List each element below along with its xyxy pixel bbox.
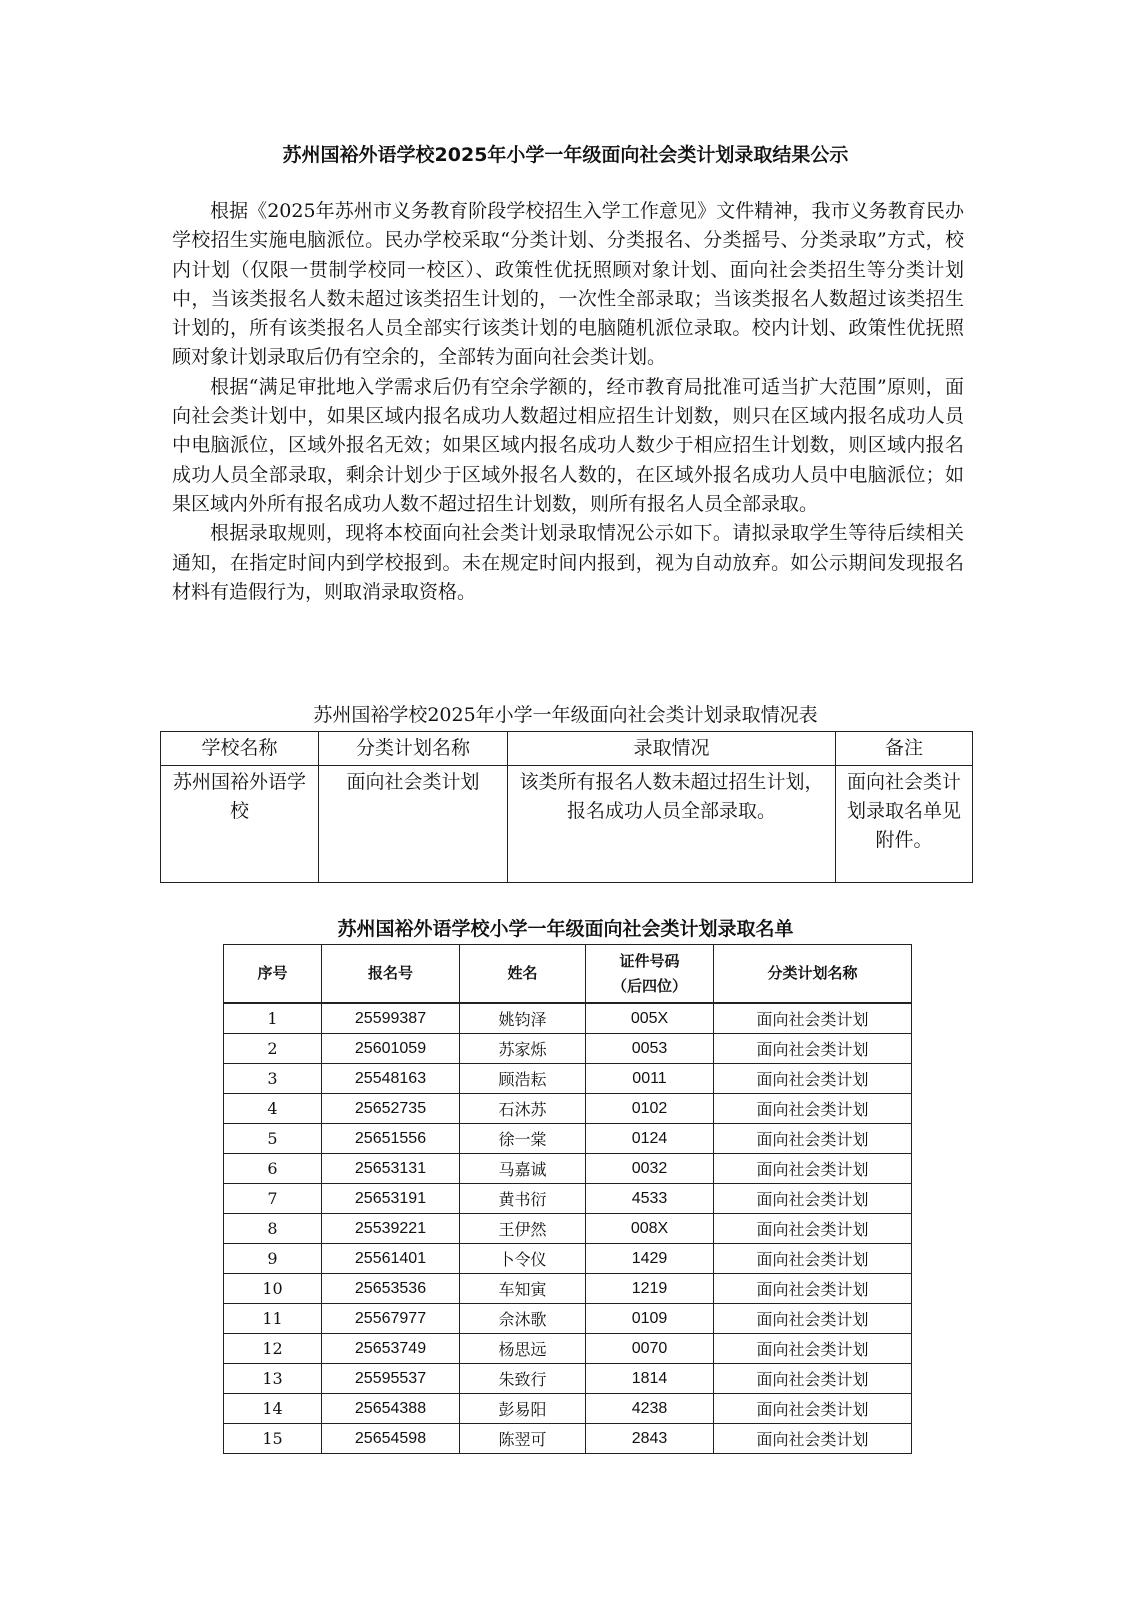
cell-index: 14 — [224, 1394, 322, 1424]
table-row — [224, 1124, 912, 1154]
table-row — [224, 1304, 912, 1334]
cell-registration-no: 25653191 — [322, 1184, 460, 1214]
cell-plan-category: 面向社会类计划 — [714, 1154, 912, 1184]
cell-registration-no: 25654388 — [322, 1394, 460, 1424]
cell-registration-no: 25601059 — [322, 1034, 460, 1064]
cell-student-name: 陈翌可 — [460, 1424, 586, 1454]
header-admission-status: 录取情况 — [508, 732, 836, 766]
cell-id-last-four: 0109 — [586, 1304, 714, 1334]
header-id-sublabel: （后四位） — [611, 976, 687, 995]
cell-plan-name: 面向社会类计划 — [319, 766, 508, 883]
table-row — [224, 1424, 912, 1454]
cell-index: 9 — [224, 1244, 322, 1274]
header-index: 序号 — [224, 945, 322, 1004]
table-row — [224, 1154, 912, 1184]
header-plan-category: 分类计划名称 — [714, 945, 912, 1004]
admission-list-body — [224, 1003, 912, 1454]
cell-student-name: 姚钧泽 — [460, 1003, 586, 1034]
cell-id-last-four: 1429 — [586, 1244, 714, 1274]
summary-table-row — [161, 766, 973, 883]
cell-school-name: 苏州国裕外语学校 — [161, 766, 319, 883]
paragraph-scope-rule: 根据“满足审批地入学需求后仍有空余学额的，经市教育局批准可适当扩大范围”原则，面向社会类计划中，如果区域内报名成功人数超过相应招生计划数，则只在区域内报名成功人员中电脑派位，区域外报名无效；如果区域内报名成功人数少于相应招生计划数，则区域内报名成功人员全部录取，剩余计划少于区域外报名人数的，在区域外报名成功人员中电脑派位；如果区域内外所有报名成功人数不超过招生计划数，则所有报名人员全部录取。 — [172, 375, 964, 515]
cell-registration-no: 25654598 — [322, 1424, 460, 1454]
cell-index: 3 — [224, 1064, 322, 1094]
table-row — [224, 1064, 912, 1094]
cell-id-last-four: 1219 — [586, 1274, 714, 1304]
cell-plan-category: 面向社会类计划 — [714, 1214, 912, 1244]
table-row — [224, 1214, 912, 1244]
cell-plan-category: 面向社会类计划 — [714, 1424, 912, 1454]
cell-remarks: 面向社会类计划录取名单见附件。 — [836, 766, 973, 883]
header-student-name: 姓名 — [460, 945, 586, 1004]
cell-index: 7 — [224, 1184, 322, 1214]
cell-index: 10 — [224, 1274, 322, 1304]
cell-registration-no: 25653131 — [322, 1154, 460, 1184]
cell-admission-status: 该类所有报名人数未超过招生计划，报名成功人员全部录取。 — [508, 766, 836, 883]
document-title: 苏州国裕外语学校2025年小学一年级面向社会类计划录取结果公示 — [282, 144, 849, 166]
cell-id-last-four: 0124 — [586, 1124, 714, 1154]
cell-student-name: 苏家烁 — [460, 1034, 586, 1064]
cell-student-name: 顾浩耘 — [460, 1064, 586, 1094]
cell-plan-category: 面向社会类计划 — [714, 1304, 912, 1334]
cell-registration-no: 25595537 — [322, 1364, 460, 1394]
summary-table — [160, 731, 973, 883]
cell-id-last-four: 0032 — [586, 1154, 714, 1184]
cell-id-last-four: 1814 — [586, 1364, 714, 1394]
cell-registration-no: 25651556 — [322, 1124, 460, 1154]
cell-registration-no: 25567977 — [322, 1304, 460, 1334]
header-id-last-four — [586, 945, 714, 1004]
table-row — [224, 1244, 912, 1274]
admission-list-header-row — [224, 945, 912, 1004]
cell-registration-no: 25653536 — [322, 1274, 460, 1304]
header-school-name: 学校名称 — [161, 732, 319, 766]
announcement-body — [172, 197, 964, 607]
table-row — [224, 1003, 912, 1034]
cell-student-name: 石沐苏 — [460, 1094, 586, 1124]
cell-plan-category: 面向社会类计划 — [714, 1064, 912, 1094]
cell-student-name: 杨思远 — [460, 1334, 586, 1364]
cell-student-name: 卜令仪 — [460, 1244, 586, 1274]
cell-id-last-four: 2843 — [586, 1424, 714, 1454]
cell-id-last-four: 0102 — [586, 1094, 714, 1124]
cell-index: 6 — [224, 1154, 322, 1184]
cell-plan-category: 面向社会类计划 — [714, 1274, 912, 1304]
table-row — [224, 1184, 912, 1214]
table-row — [224, 1364, 912, 1394]
table-row — [224, 1274, 912, 1304]
cell-plan-category: 面向社会类计划 — [714, 1394, 912, 1424]
cell-index: 8 — [224, 1214, 322, 1244]
table-row — [224, 1034, 912, 1064]
cell-student-name: 徐一棠 — [460, 1124, 586, 1154]
cell-plan-category: 面向社会类计划 — [714, 1184, 912, 1214]
summary-table-header-row — [161, 732, 973, 766]
cell-id-last-four: 0070 — [586, 1334, 714, 1364]
cell-registration-no: 25548163 — [322, 1064, 460, 1094]
table-row — [224, 1334, 912, 1364]
cell-plan-category: 面向社会类计划 — [714, 1244, 912, 1274]
cell-student-name: 黄书衍 — [460, 1184, 586, 1214]
cell-registration-no: 25652735 — [322, 1094, 460, 1124]
summary-table-caption: 苏州国裕学校2025年小学一年级面向社会类计划录取情况表 — [313, 704, 818, 726]
cell-student-name: 彭易阳 — [460, 1394, 586, 1424]
cell-index: 13 — [224, 1364, 322, 1394]
cell-plan-category: 面向社会类计划 — [714, 1364, 912, 1394]
cell-index: 5 — [224, 1124, 322, 1154]
cell-registration-no: 25653749 — [322, 1334, 460, 1364]
cell-registration-no: 25561401 — [322, 1244, 460, 1274]
cell-plan-category: 面向社会类计划 — [714, 1034, 912, 1064]
cell-id-last-four: 008X — [586, 1214, 714, 1244]
cell-id-last-four: 005X — [586, 1003, 714, 1034]
cell-student-name: 车知寅 — [460, 1274, 586, 1304]
cell-index: 12 — [224, 1334, 322, 1364]
cell-plan-category: 面向社会类计划 — [714, 1094, 912, 1124]
cell-index: 15 — [224, 1424, 322, 1454]
paragraph-notice: 根据录取规则，现将本校面向社会类计划录取情况公示如下。请拟录取学生等待后续相关通知，在指定时间内到学校报到。未在规定时间内报到，视为自动放弃。如公示期间发现报名材料有造假行为，则取消录取资格。 — [172, 522, 964, 603]
cell-plan-category: 面向社会类计划 — [714, 1124, 912, 1154]
cell-plan-category: 面向社会类计划 — [714, 1003, 912, 1034]
cell-student-name: 马嘉诚 — [460, 1154, 586, 1184]
cell-registration-no: 25599387 — [322, 1003, 460, 1034]
cell-student-name: 佘沐歌 — [460, 1304, 586, 1334]
header-id-label: 证件号码 — [619, 951, 680, 970]
cell-index: 2 — [224, 1034, 322, 1064]
header-remarks: 备注 — [836, 732, 973, 766]
cell-registration-no: 25539221 — [322, 1214, 460, 1244]
cell-id-last-four: 0011 — [586, 1064, 714, 1094]
cell-index: 1 — [224, 1003, 322, 1034]
table-row — [224, 1094, 912, 1124]
cell-student-name: 王伊然 — [460, 1214, 586, 1244]
admission-list-table — [223, 944, 912, 1454]
cell-id-last-four: 0053 — [586, 1034, 714, 1064]
cell-plan-category: 面向社会类计划 — [714, 1334, 912, 1364]
cell-id-last-four: 4238 — [586, 1394, 714, 1424]
cell-index: 4 — [224, 1094, 322, 1124]
cell-id-last-four: 4533 — [586, 1184, 714, 1214]
header-registration-no: 报名号 — [322, 945, 460, 1004]
cell-student-name: 朱致行 — [460, 1364, 586, 1394]
admission-list-caption: 苏州国裕外语学校小学一年级面向社会类计划录取名单 — [337, 918, 794, 940]
paragraph-policy: 根据《2025年苏州市义务教育阶段学校招生入学工作意见》文件精神，我市义务教育民办学校招生实施电脑派位。民办学校采取“分类计划、分类报名、分类摇号、分类录取”方式，校内计划（仅限一贯制学校同一校区）、政策性优抚照顾对象计划、面向社会类招生等分类计划中，当该类报名人数未超过该类招生计划的，一次性全部录取；当该类报名人数超过该类招生计划的，所有该类报名人员全部实行该类计划的电脑随机派位录取。校内计划、政策性优抚照顾对象计划录取后仍有空余的，全部转为面向社会类计划。 — [172, 200, 964, 369]
cell-index: 11 — [224, 1304, 322, 1334]
table-row — [224, 1394, 912, 1424]
header-plan-name: 分类计划名称 — [319, 732, 508, 766]
